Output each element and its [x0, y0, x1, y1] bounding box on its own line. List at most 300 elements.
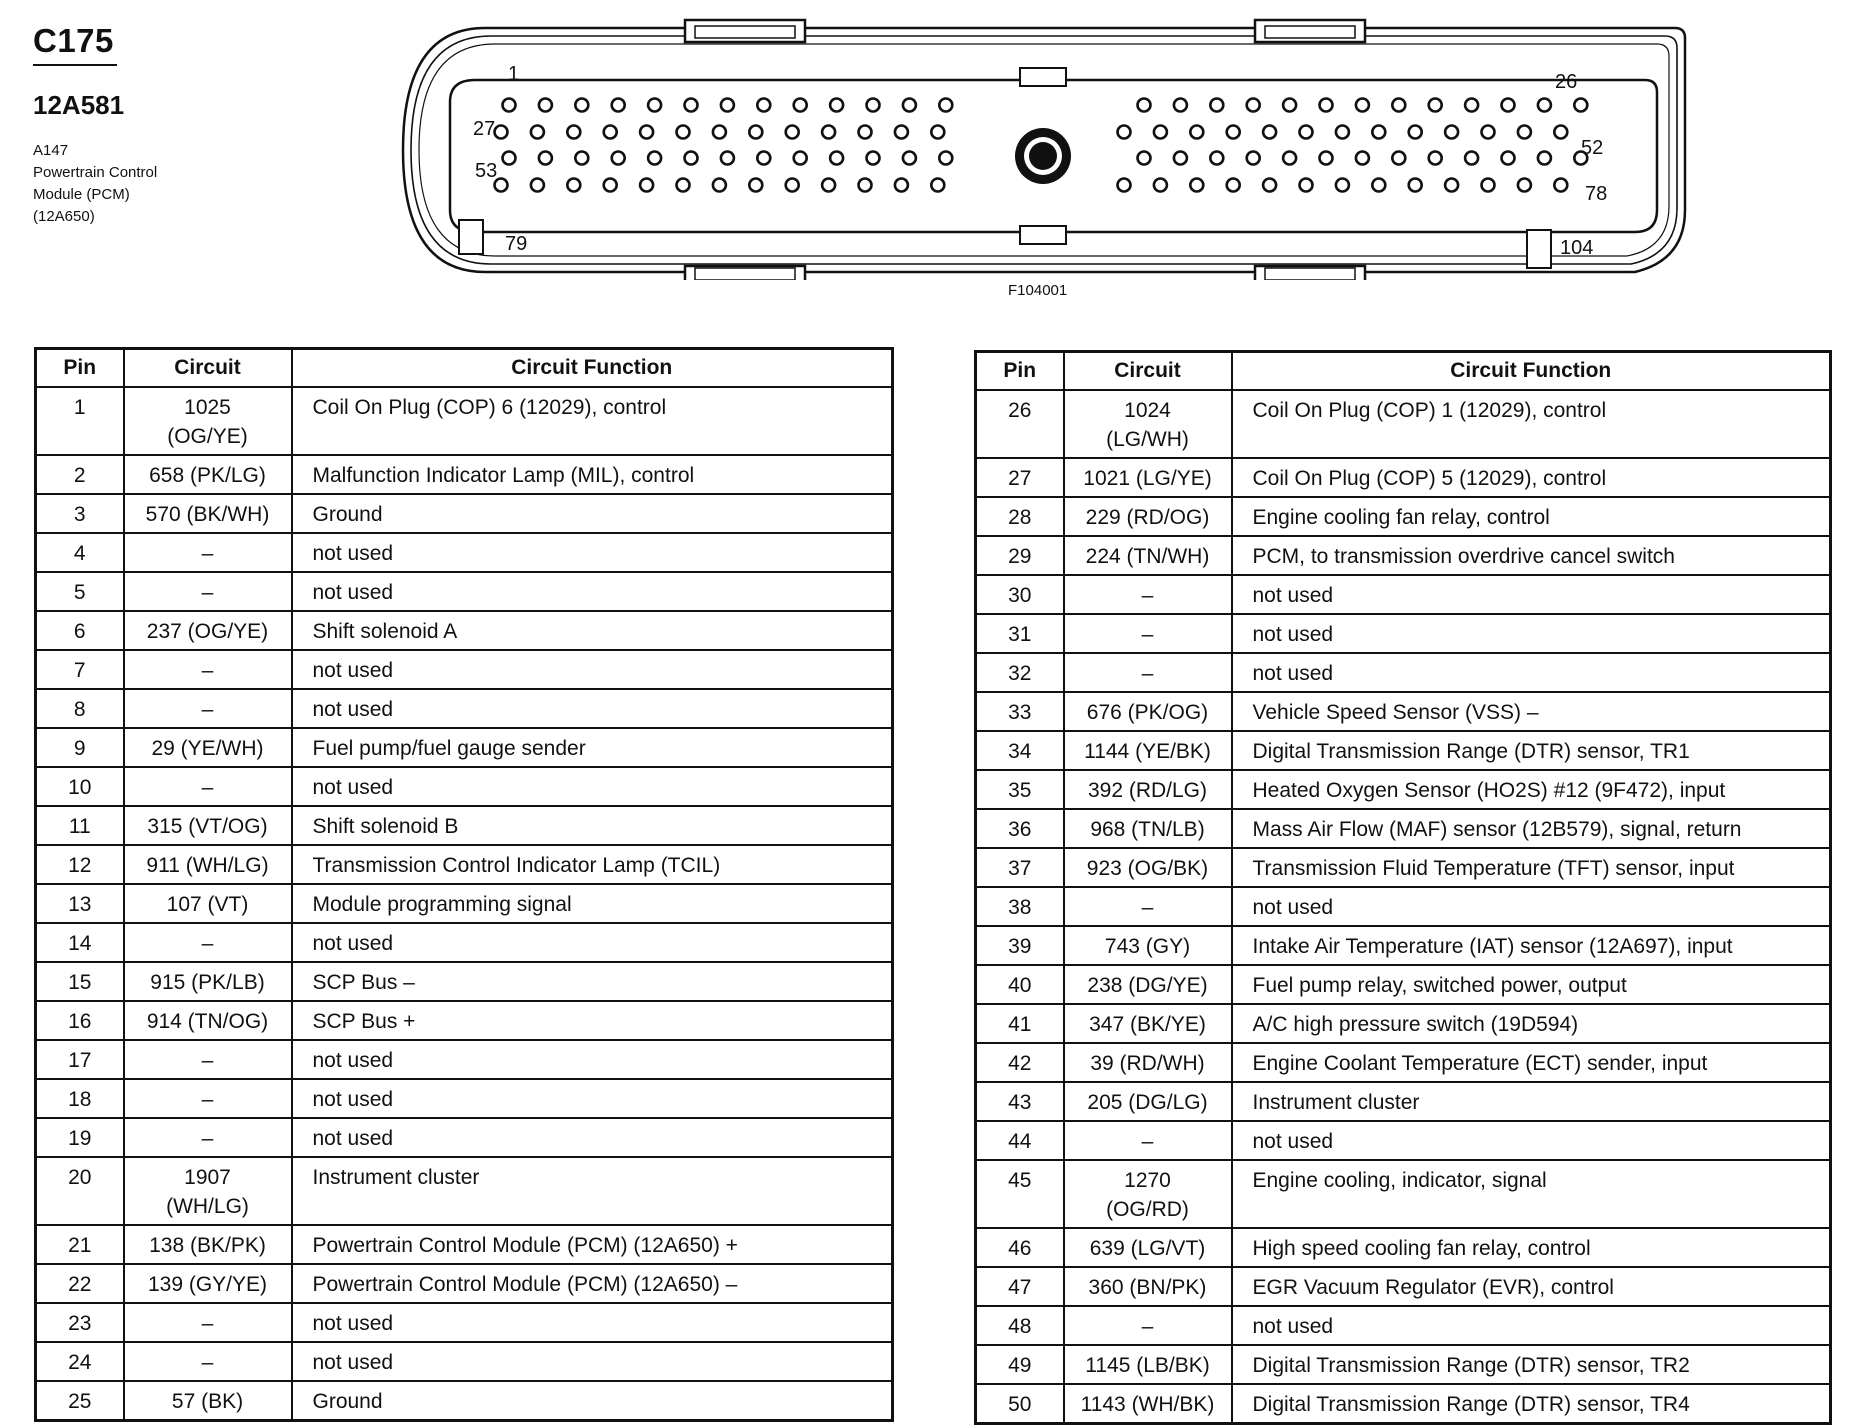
pin-cell: 32	[976, 653, 1064, 692]
function-cell: not used	[292, 1342, 893, 1381]
pin-cell: 34	[976, 731, 1064, 770]
pin-cell: 4	[36, 533, 124, 572]
function-cell: Vehicle Speed Sensor (VSS) –	[1232, 692, 1831, 731]
function-cell: Digital Transmission Range (DTR) sensor, TR4	[1232, 1384, 1831, 1424]
pin-cell: 3	[36, 494, 124, 533]
pin-hole	[859, 179, 872, 192]
column-header-circuit: Circuit	[1064, 352, 1232, 391]
pin-hole	[895, 179, 908, 192]
function-cell: Powertrain Control Module (PCM) (12A650) +	[292, 1225, 893, 1264]
function-cell: Coil On Plug (COP) 1 (12029), control	[1232, 390, 1831, 458]
pin-hole	[1320, 152, 1333, 165]
pin-hole	[1227, 126, 1240, 139]
table-row	[36, 1225, 893, 1264]
pin-hole	[1210, 99, 1223, 112]
pin-hole	[1283, 99, 1296, 112]
pin-hole	[677, 179, 690, 192]
circuit-cell: –	[1064, 614, 1232, 653]
pin-hole	[1320, 99, 1333, 112]
pin-label-27: 27	[473, 118, 496, 140]
pin-cell: 42	[976, 1043, 1064, 1082]
pin-hole	[1263, 179, 1276, 192]
circuit-cell: 676 (PK/OG)	[1064, 692, 1232, 731]
circuit-cell: –	[124, 923, 292, 962]
pin-hole	[1465, 99, 1478, 112]
description-line: Module (PCM)	[33, 186, 130, 203]
pin-cell: 35	[976, 770, 1064, 809]
pin-label-1: 1	[508, 63, 520, 85]
table-row	[976, 1228, 1831, 1267]
pin-hole	[1118, 126, 1131, 139]
table-row	[36, 1264, 893, 1303]
circuit-cell: –	[124, 689, 292, 728]
function-cell: Instrument cluster	[1232, 1082, 1831, 1121]
pin-hole	[1538, 152, 1551, 165]
function-cell: not used	[292, 1079, 893, 1118]
circuit-cell: –	[124, 767, 292, 806]
pin-hole	[1227, 179, 1240, 192]
pin-cell: 9	[36, 728, 124, 767]
pin-cell: 22	[36, 1264, 124, 1303]
pin-hole	[749, 179, 762, 192]
table-row	[36, 962, 893, 1001]
pin-hole	[1372, 179, 1385, 192]
function-cell: not used	[292, 533, 893, 572]
pin-hole	[567, 179, 580, 192]
pin-hole	[1356, 152, 1369, 165]
table-row	[976, 1043, 1831, 1082]
pin-hole	[713, 179, 726, 192]
pin-hole	[1190, 126, 1203, 139]
title-underline	[33, 64, 117, 66]
pin-hole	[903, 152, 916, 165]
pin-hole	[1138, 99, 1151, 112]
pin-hole	[1247, 152, 1260, 165]
pin-hole	[1392, 152, 1405, 165]
table-row	[36, 884, 893, 923]
pin-hole	[1465, 152, 1478, 165]
pin-cell: 46	[976, 1228, 1064, 1267]
circuit-cell: 570 (BK/WH)	[124, 494, 292, 533]
pin-hole	[539, 152, 552, 165]
function-cell: Engine Coolant Temperature (ECT) sender, input	[1232, 1043, 1831, 1082]
column-header-pin: Pin	[976, 352, 1064, 391]
pin-cell: 16	[36, 1001, 124, 1040]
pin-cell: 48	[976, 1306, 1064, 1345]
pin-hole	[685, 99, 698, 112]
pin-cell: 49	[976, 1345, 1064, 1384]
pin-cell: 23	[36, 1303, 124, 1342]
pin-hole	[1154, 179, 1167, 192]
circuit-cell: –	[124, 1342, 292, 1381]
pin-cell: 10	[36, 767, 124, 806]
circuit-cell: 39 (RD/WH)	[1064, 1043, 1232, 1082]
table-body-right	[976, 390, 1831, 1424]
function-cell: not used	[1232, 887, 1831, 926]
table-row	[36, 494, 893, 533]
function-cell: not used	[1232, 575, 1831, 614]
pin-hole	[721, 99, 734, 112]
pin-hole	[822, 179, 835, 192]
pin-hole	[786, 179, 799, 192]
pin-label-104: 104	[1560, 237, 1594, 259]
function-cell: SCP Bus –	[292, 962, 893, 1001]
pin-cell: 14	[36, 923, 124, 962]
pin-hole	[757, 152, 770, 165]
circuit-cell: –	[124, 1079, 292, 1118]
table-row	[976, 1267, 1831, 1306]
pin-hole	[1300, 179, 1313, 192]
table-row	[976, 965, 1831, 1004]
table-row	[976, 614, 1831, 653]
function-cell: Powertrain Control Module (PCM) (12A650) –	[292, 1264, 893, 1303]
pin-hole	[1190, 179, 1203, 192]
function-cell: Intake Air Temperature (IAT) sensor (12A697), input	[1232, 926, 1831, 965]
column-header-pin: Pin	[36, 349, 124, 388]
circuit-cell: 224 (TN/WH)	[1064, 536, 1232, 575]
table-row	[36, 455, 893, 494]
circuit-cell: –	[1064, 653, 1232, 692]
circuit-cell: 229 (RD/OG)	[1064, 497, 1232, 536]
function-cell: PCM, to transmission overdrive cancel switch	[1232, 536, 1831, 575]
table-row	[976, 1384, 1831, 1424]
pin-cell: 12	[36, 845, 124, 884]
pin-hole	[830, 99, 843, 112]
column-header-function: Circuit Function	[292, 349, 893, 388]
pin-cell: 33	[976, 692, 1064, 731]
table-row	[36, 1342, 893, 1381]
pin-hole	[1210, 152, 1223, 165]
pin-hole	[575, 152, 588, 165]
pin-hole	[685, 152, 698, 165]
pin-hole	[1263, 126, 1276, 139]
pin-hole	[640, 126, 653, 139]
center-bolt-inner	[1029, 142, 1057, 170]
circuit-cell: 1025 (OG/YE)	[124, 387, 292, 455]
corner-tab	[459, 220, 483, 254]
pin-cell: 37	[976, 848, 1064, 887]
pin-hole	[1336, 126, 1349, 139]
pin-hole	[1174, 99, 1187, 112]
pin-hole	[1356, 99, 1369, 112]
circuit-cell: –	[124, 1118, 292, 1157]
function-cell: Ground	[292, 1381, 893, 1421]
table-row	[36, 650, 893, 689]
pin-hole	[903, 99, 916, 112]
function-cell: Ground	[292, 494, 893, 533]
function-cell: Coil On Plug (COP) 6 (12029), control	[292, 387, 893, 455]
pin-hole	[495, 126, 508, 139]
circuit-cell: 315 (VT/OG)	[124, 806, 292, 845]
description-line: A147	[33, 142, 69, 159]
function-cell: not used	[292, 923, 893, 962]
top-key	[1020, 68, 1066, 86]
pin-hole	[531, 126, 544, 139]
pin-hole	[612, 99, 625, 112]
pinout-table-right	[974, 350, 1832, 1425]
circuit-cell: 1145 (LB/BK)	[1064, 1345, 1232, 1384]
pin-cell: 39	[976, 926, 1064, 965]
pin-cell: 43	[976, 1082, 1064, 1121]
circuit-cell: –	[124, 533, 292, 572]
table-row	[976, 536, 1831, 575]
pin-cell: 44	[976, 1121, 1064, 1160]
table-row	[36, 767, 893, 806]
pin-hole	[604, 126, 617, 139]
function-cell: not used	[1232, 1121, 1831, 1160]
table-row	[976, 458, 1831, 497]
pin-cell: 45	[976, 1160, 1064, 1228]
pin-cell: 11	[36, 806, 124, 845]
pin-hole	[1409, 126, 1422, 139]
pin-hole	[604, 179, 617, 192]
function-cell: Fuel pump relay, switched power, output	[1232, 965, 1831, 1004]
table-row	[976, 1160, 1831, 1228]
part-number: 12A581	[33, 90, 125, 120]
pin-hole	[1300, 126, 1313, 139]
circuit-cell: –	[124, 650, 292, 689]
function-cell: High speed cooling fan relay, control	[1232, 1228, 1831, 1267]
corner-tab	[1527, 230, 1551, 268]
circuit-cell: 360 (BN/PK)	[1064, 1267, 1232, 1306]
pin-hole	[822, 126, 835, 139]
function-cell: Shift solenoid A	[292, 611, 893, 650]
table-row	[36, 1079, 893, 1118]
circuit-cell: 915 (PK/LB)	[124, 962, 292, 1001]
table-row	[36, 387, 893, 455]
table-row	[976, 848, 1831, 887]
table-row	[36, 689, 893, 728]
pin-hole	[1554, 126, 1567, 139]
table-row	[976, 770, 1831, 809]
function-cell: not used	[292, 650, 893, 689]
pin-label-53: 53	[475, 160, 498, 182]
pin-hole	[1482, 126, 1495, 139]
pin-hole	[503, 152, 516, 165]
pinout-table-left	[34, 347, 894, 1422]
table-row	[976, 653, 1831, 692]
circuit-cell: –	[124, 1040, 292, 1079]
table-row	[36, 1118, 893, 1157]
pin-hole	[1445, 179, 1458, 192]
function-cell: Instrument cluster	[292, 1157, 893, 1225]
pin-hole	[677, 126, 690, 139]
table-row	[36, 1381, 893, 1421]
function-cell: Malfunction Indicator Lamp (MIL), control	[292, 455, 893, 494]
circuit-cell: –	[1064, 1306, 1232, 1345]
function-cell: not used	[1232, 653, 1831, 692]
pin-cell: 31	[976, 614, 1064, 653]
function-cell: not used	[1232, 614, 1831, 653]
function-cell: not used	[292, 572, 893, 611]
pin-cell: 21	[36, 1225, 124, 1264]
table-row	[976, 497, 1831, 536]
table-row	[36, 572, 893, 611]
pin-hole	[1554, 179, 1567, 192]
pin-cell: 40	[976, 965, 1064, 1004]
circuit-cell: 1144 (YE/BK)	[1064, 731, 1232, 770]
function-cell: Shift solenoid B	[292, 806, 893, 845]
pin-cell: 15	[36, 962, 124, 1001]
circuit-cell: 1021 (LG/YE)	[1064, 458, 1232, 497]
pin-hole	[794, 99, 807, 112]
pin-hole	[539, 99, 552, 112]
pin-cell: 36	[976, 809, 1064, 848]
table-row	[36, 845, 893, 884]
table-row	[36, 1001, 893, 1040]
column-header-circuit: Circuit	[124, 349, 292, 388]
pin-hole	[830, 152, 843, 165]
pin-hole	[1429, 152, 1442, 165]
pin-hole	[612, 152, 625, 165]
pin-hole	[1138, 152, 1151, 165]
table-row	[976, 692, 1831, 731]
pin-hole	[575, 99, 588, 112]
connector-id: C175	[33, 22, 114, 59]
pin-cell: 47	[976, 1267, 1064, 1306]
function-cell: not used	[292, 1118, 893, 1157]
pin-cell: 17	[36, 1040, 124, 1079]
function-cell: Digital Transmission Range (DTR) sensor, TR1	[1232, 731, 1831, 770]
circuit-cell: 237 (OG/YE)	[124, 611, 292, 650]
pin-cell: 50	[976, 1384, 1064, 1424]
pin-hole	[1574, 99, 1587, 112]
circuit-cell: 205 (DG/LG)	[1064, 1082, 1232, 1121]
circuit-cell: 914 (TN/OG)	[124, 1001, 292, 1040]
table-row	[36, 806, 893, 845]
circuit-cell: 743 (GY)	[1064, 926, 1232, 965]
pin-hole	[721, 152, 734, 165]
function-cell: Fuel pump/fuel gauge sender	[292, 728, 893, 767]
pin-cell: 27	[976, 458, 1064, 497]
pin-cell: 8	[36, 689, 124, 728]
pin-hole	[1502, 152, 1515, 165]
table-row	[976, 1082, 1831, 1121]
table-row	[976, 1121, 1831, 1160]
pin-cell: 30	[976, 575, 1064, 614]
function-cell: SCP Bus +	[292, 1001, 893, 1040]
pin-hole	[786, 126, 799, 139]
pin-cell: 18	[36, 1079, 124, 1118]
circuit-cell: –	[1064, 575, 1232, 614]
pin-hole	[713, 126, 726, 139]
pin-cell: 29	[976, 536, 1064, 575]
circuit-cell: 57 (BK)	[124, 1381, 292, 1421]
connector-face-diagram	[395, 10, 1695, 280]
pin-hole	[531, 179, 544, 192]
pin-hole	[1538, 99, 1551, 112]
pin-cell: 20	[36, 1157, 124, 1225]
pin-hole	[1372, 126, 1385, 139]
pin-hole	[503, 99, 516, 112]
function-cell: not used	[292, 1303, 893, 1342]
circuit-cell: 1270 (OG/RD)	[1064, 1160, 1232, 1228]
pin-label-26: 26	[1555, 71, 1578, 93]
circuit-cell: 911 (WH/LG)	[124, 845, 292, 884]
circuit-cell: –	[124, 1303, 292, 1342]
pin-cell: 26	[976, 390, 1064, 458]
pin-hole	[931, 126, 944, 139]
pin-hole	[1518, 179, 1531, 192]
pin-hole	[567, 126, 580, 139]
table-row	[976, 1345, 1831, 1384]
pin-hole	[1336, 179, 1349, 192]
pin-hole	[1518, 126, 1531, 139]
circuit-cell: 1024 (LG/WH)	[1064, 390, 1232, 458]
pin-label-79: 79	[505, 233, 528, 255]
pin-hole	[648, 99, 661, 112]
circuit-cell: 1907 (WH/LG)	[124, 1157, 292, 1225]
table-row	[976, 390, 1831, 458]
pin-hole	[939, 99, 952, 112]
pin-hole	[895, 126, 908, 139]
circuit-cell: –	[1064, 1121, 1232, 1160]
pin-hole	[867, 99, 880, 112]
pin-hole	[1429, 99, 1442, 112]
function-cell: Coil On Plug (COP) 5 (12029), control	[1232, 458, 1831, 497]
pin-hole	[1118, 179, 1131, 192]
circuit-cell: –	[124, 572, 292, 611]
circuit-cell: 29 (YE/WH)	[124, 728, 292, 767]
figure-code: F104001	[1008, 282, 1068, 299]
function-cell: EGR Vacuum Regulator (EVR), control	[1232, 1267, 1831, 1306]
function-cell: A/C high pressure switch (19D594)	[1232, 1004, 1831, 1043]
description-line: (12A650)	[33, 208, 95, 225]
circuit-cell: –	[1064, 887, 1232, 926]
pin-hole	[757, 99, 770, 112]
pin-hole	[640, 179, 653, 192]
pin-hole	[1392, 99, 1405, 112]
table-row	[976, 1306, 1831, 1345]
table-body-left	[36, 387, 893, 1421]
description-line: Powertrain Control	[33, 164, 158, 181]
component-description	[33, 140, 157, 228]
circuit-cell: 658 (PK/LG)	[124, 455, 292, 494]
pin-cell: 5	[36, 572, 124, 611]
circuit-cell: 1143 (WH/BK)	[1064, 1384, 1232, 1424]
pin-cell: 7	[36, 650, 124, 689]
function-cell: Mass Air Flow (MAF) sensor (12B579), signal, return	[1232, 809, 1831, 848]
table-row	[976, 887, 1831, 926]
pin-hole	[1174, 152, 1187, 165]
function-cell: Heated Oxygen Sensor (HO2S) #12 (9F472), input	[1232, 770, 1831, 809]
pin-cell: 19	[36, 1118, 124, 1157]
pin-cell: 2	[36, 455, 124, 494]
table-row	[36, 611, 893, 650]
function-cell: Digital Transmission Range (DTR) sensor, TR2	[1232, 1345, 1831, 1384]
pin-hole	[648, 152, 661, 165]
pin-hole	[1283, 152, 1296, 165]
pin-hole	[794, 152, 807, 165]
bottom-key	[1020, 226, 1066, 244]
pin-hole	[749, 126, 762, 139]
table-row	[36, 1303, 893, 1342]
table-row	[976, 1004, 1831, 1043]
table-row	[976, 926, 1831, 965]
circuit-cell: 923 (OG/BK)	[1064, 848, 1232, 887]
pin-hole	[1247, 99, 1260, 112]
function-cell: not used	[292, 1040, 893, 1079]
pin-cell: 1	[36, 387, 124, 455]
function-cell: Engine cooling fan relay, control	[1232, 497, 1831, 536]
pin-hole	[931, 179, 944, 192]
circuit-cell: 139 (GY/YE)	[124, 1264, 292, 1303]
pin-hole	[1482, 179, 1495, 192]
pin-cell: 41	[976, 1004, 1064, 1043]
pin-cell: 6	[36, 611, 124, 650]
pin-hole	[939, 152, 952, 165]
function-cell: Transmission Control Indicator Lamp (TCIL)	[292, 845, 893, 884]
